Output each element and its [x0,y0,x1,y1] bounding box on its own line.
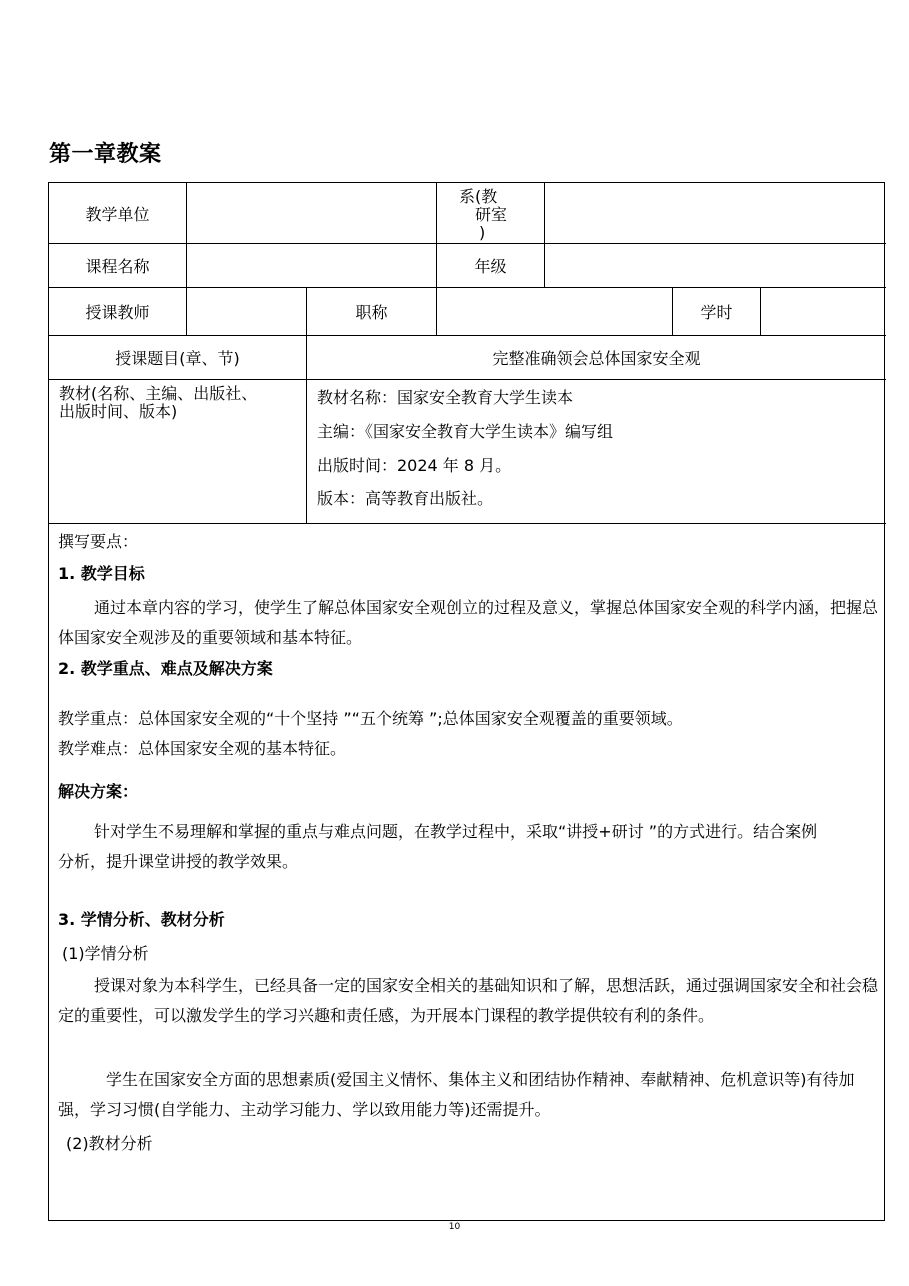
solution-heading: 解决方案： [58,782,139,801]
student-quality-paragraph: 学生在国家安全方面的思想素质(爱国主义情怀、集体主义和团结协作精神、奉献精神、危机意识等)有待加强，学习习惯(自学能力、主动学习能力、学以致用能力等)还需提升。 [58,1070,855,1119]
row-divider [49,379,886,380]
section-heading-analysis: 3. 学情分析、教材分析 [58,910,225,929]
hours-value[interactable] [761,288,886,335]
writing-points-label: 撰写要点： [58,532,139,551]
teacher-value[interactable] [187,288,306,335]
teacher-label: 授课教师 [85,303,150,322]
page-number: 10 [448,1222,461,1232]
course-name-value[interactable] [187,244,436,287]
difficult-points-text: 教学难点：总体国家安全观的基本特征。 [58,739,347,758]
lesson-plan-form [48,182,885,1221]
teaching-unit-value[interactable] [187,183,436,243]
textbook-label: 教材(名称、主编、出版社、 出版时间、版本) [59,384,258,421]
textbook-name: 教材名称：国家安全教育大学生读本 [317,388,574,407]
textbook-edition: 版本：高等教育出版社。 [317,489,494,508]
topic-value: 完整准确领会总体国家安全观 [492,349,701,368]
row-divider [49,523,886,524]
rank-label: 职称 [355,303,388,322]
textbook-analysis-heading: (2)教材分析 [66,1134,153,1153]
section-heading-key-points: 2. 教学重点、难点及解决方案 [58,659,273,678]
course-name-label: 课程名称 [85,257,150,276]
department-label: 系(教 研室 ) [459,187,508,242]
hours-label: 学时 [700,303,733,322]
solution-paragraph: 针对学生不易理解和掌握的重点与难点问题，在教学过程中，采取“讲授+研讨 ”的方式进行。结合案例分析，提升课堂讲授的教学效果。 [58,822,818,871]
textbook-editor: 主编：《国家安全教育大学生读本》编写组 [317,422,614,441]
topic-label: 授课题目(章、节) [115,349,240,368]
section-heading-objectives: 1. 教学目标 [58,564,145,583]
teaching-unit-label: 教学单位 [85,204,150,224]
student-analysis-paragraph: 授课对象为本科学生，已经具备一定的国家安全相关的基础知识和了解，思想活跃，通过强调国家安全和社会稳定的重要性，可以激发学生的学习兴趣和责任感，为开展本门课程的教学提供较有利的条件。 [58,976,879,1025]
rank-value[interactable] [437,288,672,335]
textbook-date: 出版时间：2024 年 8 月。 [317,456,512,475]
page-title: 第一章教案 [49,142,162,167]
objectives-paragraph: 通过本章内容的学习，使学生了解总体国家安全观创立的过程及意义，掌握总体国家安全观的科学内涵，把握总体国家安全观涉及的重要领域和基本特征。 [58,598,879,647]
grade-label: 年级 [474,257,507,276]
key-points-text: 教学重点：总体国家安全观的“十个坚持 ”“五个统筹 ”;总体国家安全观覆盖的重要领域。 [58,709,683,728]
grade-value[interactable] [545,244,886,287]
department-value[interactable] [545,183,886,243]
student-analysis-heading: (1)学情分析 [62,944,149,963]
